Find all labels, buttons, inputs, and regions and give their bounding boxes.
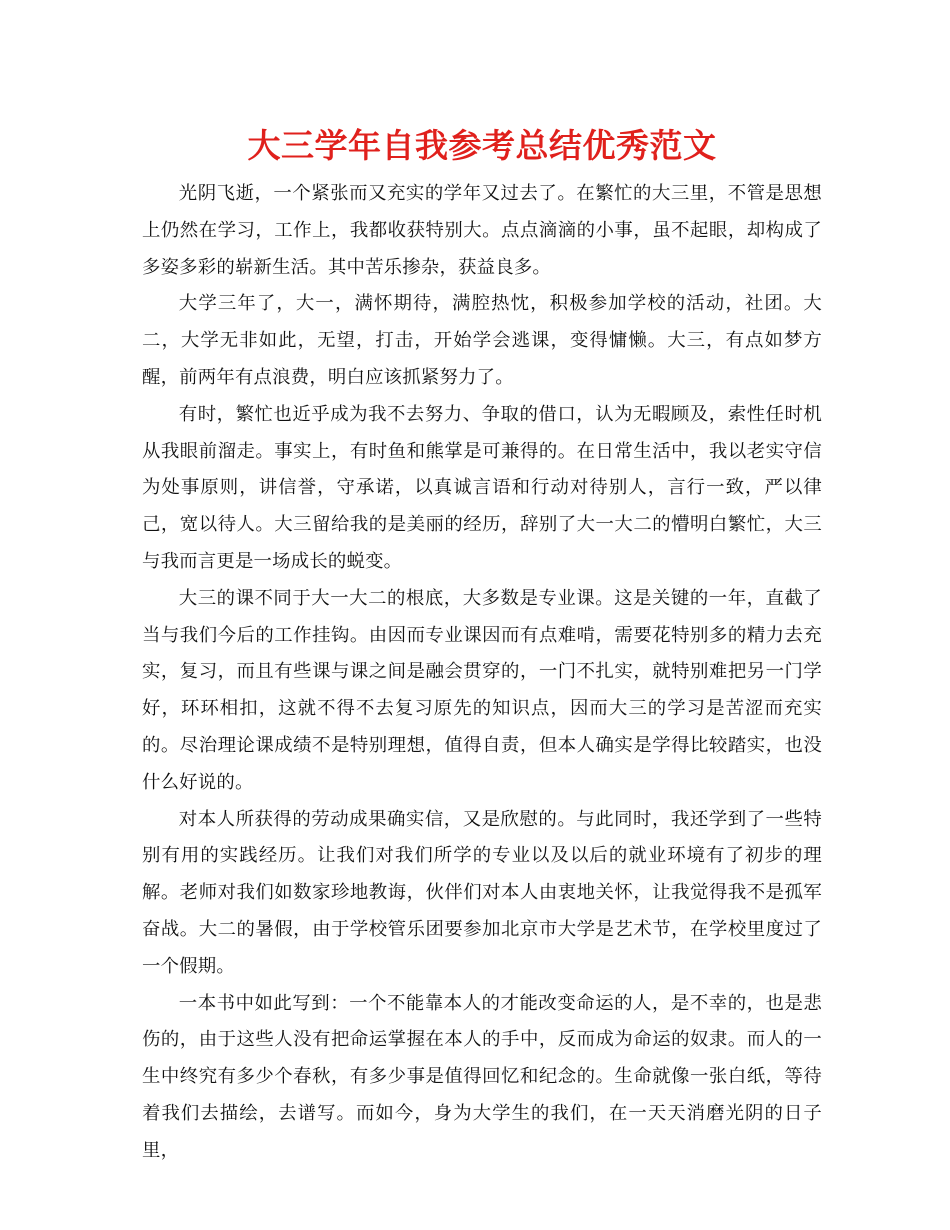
document-title: 大三学年自我参考总结优秀范文 (247, 126, 717, 165)
paragraph-4: 大三的课不同于大一大二的根底，大多数是专业课。这是关键的一年，直截了当与我们今后的工作挂钩。由因而专业课因而有点难啃，需要花特别多的精力去充实，复习，而且有些课与课之间是融会贯穿的，一门不扎实，就特别难把另一门学好，环环相扣，这就不得不去复习原先的知识点，因而大三的学习是苦涩而充实的。尽治理论课成绩不是特别理想，值得自责，但本人确实是学得比较踏实，也没什么好说的。 (142, 587, 822, 793)
paragraph-3: 有时，繁忙也近乎成为我不去努力、争取的借口，认为无暇顾及，索性任时机从我眼前溜走。事实上，有时鱼和熊掌是可兼得的。在日常生活中，我以老实守信为处事原则，讲信誉，守承诺，以真诚言语和行动对待别人，言行一致，严以律己，宽以待人。大三留给我的是美丽的经历，辞别了大一大二的懵明白繁忙，大三与我而言更是一场成长的蜕变。 (142, 403, 822, 572)
paragraph-2: 大学三年了，大一，满怀期待，满腔热忱，积极参加学校的活动，社团。大二，大学无非如此，无望，打击，开始学会逃课，变得慵懒。大三，有点如梦方醒，前两年有点浪费，明白应该抓紧努力了。 (142, 293, 822, 388)
paragraph-6: 一本书中如此写到：一个不能靠本人的才能改变命运的人，是不幸的，也是悲伤的，由于这些人没有把命运掌握在本人的手中，反而成为命运的奴隶。而人的一生中终究有多少个春秋，有多少事是值得回忆和纪念的。生命就像一张白纸，等待着我们去描绘，去谱写。而如今，身为大学生的我们，在一天天消磨光阴的日子里， (142, 992, 822, 1161)
document-page (142, 118, 822, 1170)
paragraph-5: 对本人所获得的劳动成果确实信，又是欣慰的。与此同时，我还学到了一些特别有用的实践经历。让我们对我们所学的专业以及以后的就业环境有了初步的理解。老师对我们如数家珍地教诲，伙伴们对本人由衷地关怀，让我觉得我不是孤军奋战。大二的暑假，由于学校管乐团要参加北京市大学是艺术节，在学校里度过了一个假期。 (142, 808, 822, 977)
paragraph-1: 光阴飞逝，一个紧张而又充实的学年又过去了。在繁忙的大三里，不管是思想上仍然在学习，工作上，我都收获特别大。点点滴滴的小事，虽不起眼，却构成了多姿多彩的崭新生活。其中苦乐掺杂，获益良多。 (142, 183, 822, 278)
document-body (142, 176, 822, 1170)
